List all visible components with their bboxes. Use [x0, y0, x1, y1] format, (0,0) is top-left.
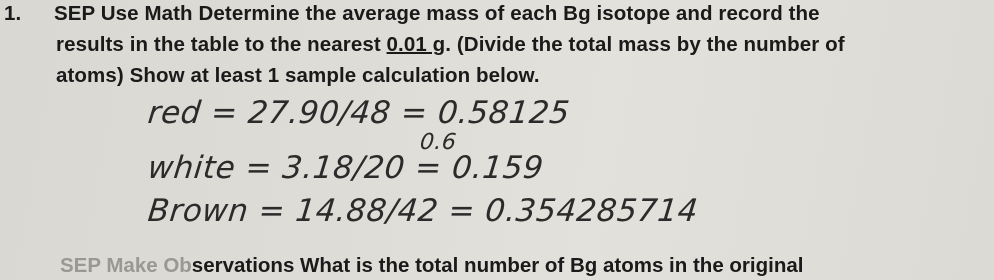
- handwritten-brown-calc: Brown = 14.88/42 = 0.354285714: [146, 193, 700, 229]
- question-text-2a: results in the table to the nearest: [56, 33, 381, 56]
- question-1-line-2: [56, 33, 845, 57]
- question-2-text: servations What is the total number of Bg atoms in the original: [191, 254, 804, 277]
- question-number: 1.: [4, 2, 22, 25]
- question-text-3: atoms) Show at least 1 sample calculation below.: [56, 64, 540, 87]
- handwritten-red-calc: red = 27.90/48 = 0.58125: [146, 95, 572, 131]
- handwritten-white-calc: white = 3.18/20 = 0.159: [146, 150, 546, 186]
- question-text-2b: . (Divide the total mass by the number of: [445, 33, 845, 56]
- precision-underlined: 0.01 g: [386, 33, 446, 56]
- handwritten-white-note: 0.6: [418, 130, 458, 155]
- question-1-line-3: [56, 64, 540, 88]
- question-heading: SEP Use Math: [54, 2, 193, 25]
- question-2-faded-prefix: SEP Make Ob: [60, 254, 192, 277]
- question-text-1: Determine the average mass of each Bg isotope and record the: [198, 2, 820, 25]
- question-2-partial: [60, 254, 803, 278]
- question-1-line-1: [4, 2, 820, 26]
